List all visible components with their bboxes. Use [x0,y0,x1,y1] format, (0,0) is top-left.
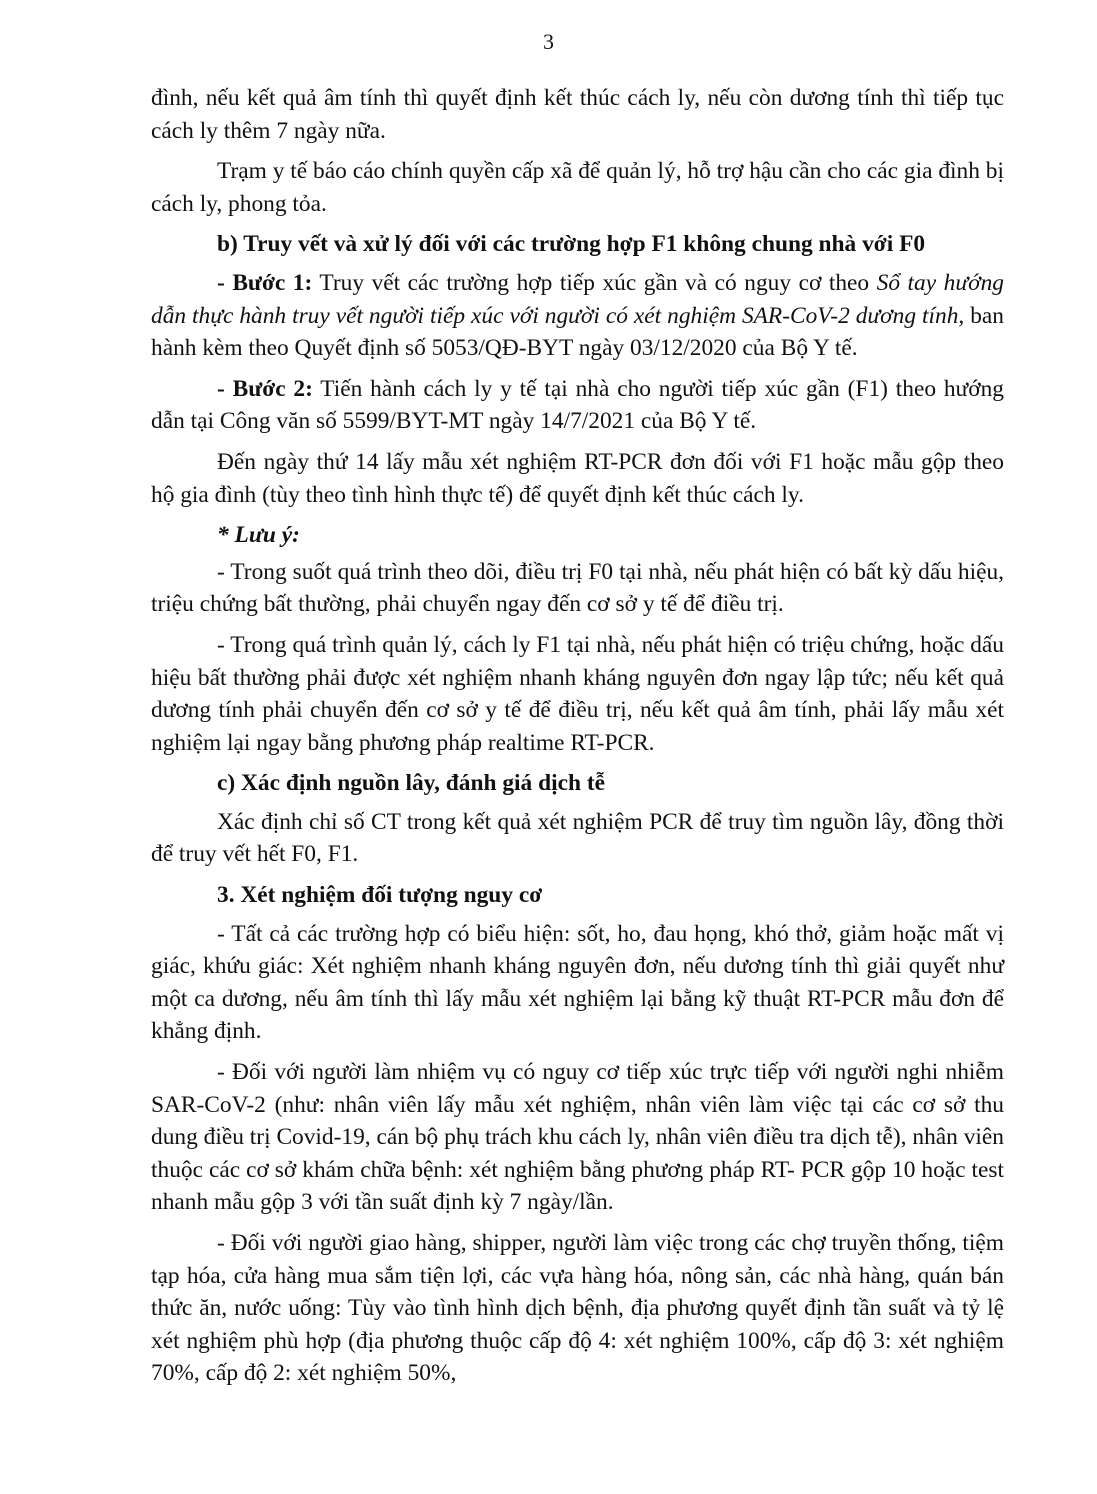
step-1-label: - Bước 1: [217,269,313,296]
paragraph-step-1 [151,267,1004,365]
note-item-2: - Trong quá trình quản lý, cách ly F1 tại nhà, nếu phát hiện có triệu chứng, hoặc dấu hiệu bất thường phải được xét nghiệm nhanh kháng nguyên đơn ngay lập tức; nếu kết quả dương tính phải chuyển đến cơ sở y tế để điều trị, nếu kết quả âm tính, phải lấy mẫu xét nghiệm lại ngay bằng phương pháp realtime RT-PCR. [151,631,1004,756]
page-number: 3 [543,29,554,54]
note-item-1: - Trong suốt quá trình theo dõi, điều trị F0 tại nhà, nếu phát hiện có bất kỳ dấu hiệu, triệu chứng bất thường, phải chuyển ngay đến cơ sở y tế để điều trị. [151,558,1004,618]
paragraph-health-station: Trạm y tế báo cáo chính quyền cấp xã để quản lý, hỗ trợ hậu cần cho các gia đình bị cách ly, phong tỏa. [151,158,1004,217]
step-2-label: - Bước 2: [217,375,313,402]
paragraph-continuation: đình, nếu kết quả âm tính thì quyết định kết thúc cách ly, nếu còn dương tính thì tiếp tục cách ly thêm 7 ngày nữa. [151,85,1004,144]
section-heading-c: c) Xác định nguồn lây, đánh giá dịch tễ [217,770,605,797]
paragraph-day-14: Đến ngày thứ 14 lấy mẫu xét nghiệm RT-PCR đơn đối với F1 hoặc mẫu gộp theo hộ gia đình (tùy theo tình hình thực tế) để quyết định kết thúc cách ly. [151,448,1004,508]
step-1-tail: ban hành kèm theo Quyết định số 5053/QĐ-BYT ngày 03/12/2020 của Bộ Y tế. [151,302,1004,362]
step-1-text: Truy vết các trường hợp tiếp xúc gần và có nguy cơ theo [312,269,877,296]
risk-group-item-2: - Đối với người làm nhiệm vụ có nguy cơ tiếp xúc trực tiếp với người nghi nhiễm SAR-CoV-2 (như: nhân viên lấy mẫu xét nghiệm, nhân viên làm việc tại các cơ sở thu dung điều trị Covid-19, cán bộ phụ trách khu cách ly, nhân viên điều tra dịch tễ), nhân viên thuộc các cơ sở khám chữa bệnh: xét nghiệm bằng phương pháp RT- PCR gộp 10 hoặc test nhanh mẫu gộp 3 với tần suất định kỳ 7 ngày/lần. [151,1059,1004,1216]
paragraph-ct-index: Xác định chỉ số CT trong kết quả xét nghiệm PCR để truy tìm nguồn lây, đồng thời để truy vết hết F0, F1. [151,808,1004,868]
step-2-text: Tiến hành cách ly y tế tại nhà cho người tiếp xúc gần (F1) theo hướng dẫn tại Công văn số 5599/BYT-MT ngày 14/7/2021 của Bộ Y tế. [151,375,1004,435]
risk-group-item-1: - Tất cả các trường hợp có biểu hiện: sốt, ho, đau họng, khó thở, giảm hoặc mất vị giác, khứu giác: Xét nghiệm nhanh kháng nguyên đơn, nếu dương tính thì giải quyết như một ca dương, nếu âm tính thì lấy mẫu xét nghiệm lại bằng kỹ thuật RT-PCR mẫu đơn để khẳng định. [151,920,1004,1045]
paragraph-step-2 [151,373,1004,438]
note-label: * Lưu ý: [217,522,300,549]
step-1-handbook-title: Sổ tay hướng dẫn thực hành truy vết người tiếp xúc với người có xét nghiệm SAR-CoV-2 dương tính, [151,269,1004,329]
section-heading-3: 3. Xét nghiệm đối tượng nguy cơ [217,882,543,909]
risk-group-item-3: - Đối với người giao hàng, shipper, người làm việc trong các chợ truyền thống, tiệm tạp hóa, cửa hàng mua sắm tiện lợi, các vựa hàng hóa, nông sản, các nhà hàng, quán bán thức ăn, nước uống: Tùy vào tình hình dịch bệnh, địa phương quyết định tần suất và tỷ lệ xét nghiệm phù hợp (địa phương thuộc cấp độ 4: xét nghiệm 100%, cấp độ 3: xét nghiệm 70%, cấp độ 2: xét nghiệm 50%, [151,1230,1004,1387]
section-heading-b: b) Truy vết và xử lý đối với các trường hợp F1 không chung nhà với F0 [217,231,926,258]
document-body [151,82,1004,1398]
